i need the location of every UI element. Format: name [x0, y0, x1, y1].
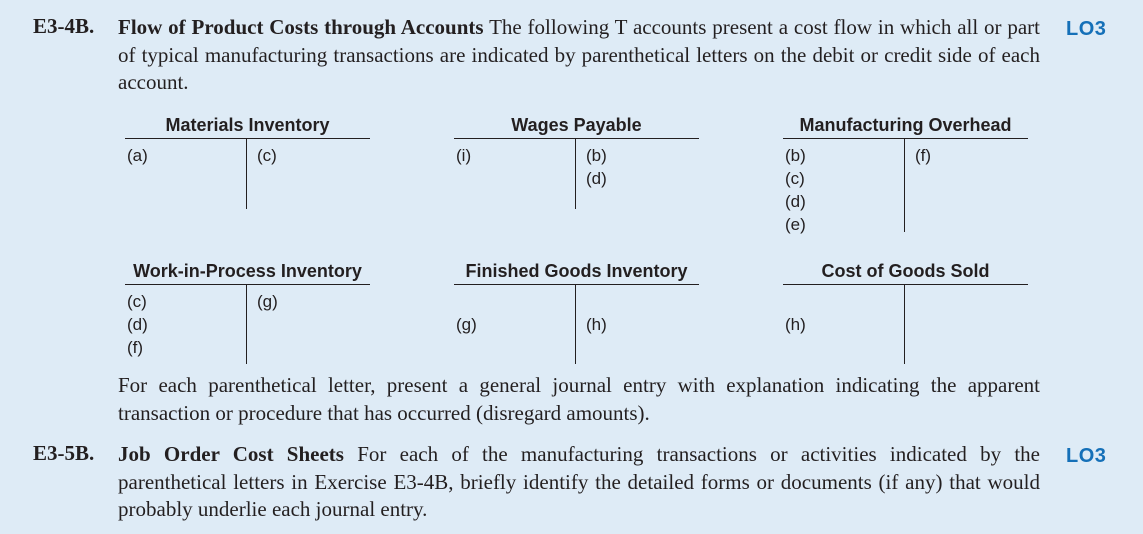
t-account	[783, 258, 1028, 364]
credit-entries	[257, 144, 277, 167]
debit-entry: (d)	[785, 192, 806, 211]
debit-entry: (e)	[785, 215, 806, 234]
exercise-body: For each of the manufacturing transactions or activities indicated by the parenthetical letters in Exercise E3-4B, briefly identify the detailed forms or documents (if any) that would probably underlie each journal entry.	[118, 442, 1041, 521]
exercise-title: Flow of Product Costs through Accounts	[118, 15, 484, 39]
credit-entry: (c)	[257, 146, 277, 165]
debit-entries	[127, 290, 148, 359]
debit-entry: (d)	[127, 315, 148, 334]
exercise-body: The following T accounts present a cost flow in which all or part of typical manufacturing transactions are indicated by parenthetical letters on the debit or credit side of each account.	[118, 15, 1041, 94]
debit-entry: (b)	[785, 146, 806, 165]
exercise-text	[118, 441, 1040, 524]
t-account-title: Finished Goods Inventory	[465, 261, 688, 281]
learning-objective-badge: LO3	[1066, 445, 1107, 467]
t-account-title: Work-in-Process Inventory	[133, 261, 362, 281]
exercise-number: E3-5B.	[33, 441, 95, 465]
credit-entries	[257, 290, 278, 313]
debit-entries	[456, 144, 471, 167]
t-account	[783, 112, 1028, 232]
t-account	[125, 112, 370, 209]
credit-entries	[586, 313, 607, 336]
credit-entry: (d)	[586, 169, 607, 188]
exercise-text	[118, 14, 1040, 97]
debit-entry: (f)	[127, 338, 144, 357]
debit-entries	[127, 144, 148, 167]
debit-entry: (c)	[785, 169, 805, 188]
t-account	[454, 112, 699, 209]
credit-entry: (f)	[915, 146, 932, 165]
learning-objective-badge: LO3	[1066, 18, 1107, 40]
debit-entries	[456, 313, 477, 336]
debit-entry: (c)	[127, 292, 147, 311]
debit-entry: (g)	[456, 315, 477, 334]
t-account	[454, 258, 699, 364]
t-account-title: Materials Inventory	[165, 115, 330, 135]
credit-entry: (b)	[586, 146, 607, 165]
t-account-title: Manufacturing Overhead	[799, 115, 1012, 135]
credit-entry: (h)	[586, 315, 607, 334]
credit-entry: (g)	[257, 292, 278, 311]
debit-entries	[785, 144, 806, 236]
debit-entry: (h)	[785, 315, 806, 334]
credit-entries	[586, 144, 607, 190]
t-account-title: Cost of Goods Sold	[821, 261, 990, 281]
t-account	[125, 258, 370, 364]
debit-entries	[785, 313, 806, 336]
t-account-title: Wages Payable	[511, 115, 642, 135]
exercise-title: Job Order Cost Sheets	[118, 442, 344, 466]
debit-entry: (a)	[127, 146, 148, 165]
debit-entry: (i)	[456, 146, 472, 165]
exercise-instructions: For each parenthetical letter, present a general journal entry with explanation indicating the apparent transaction or procedure that has occurred (disregard amounts).	[118, 373, 1040, 425]
credit-entries	[915, 144, 931, 167]
exercise-number: E3-4B.	[33, 14, 95, 38]
